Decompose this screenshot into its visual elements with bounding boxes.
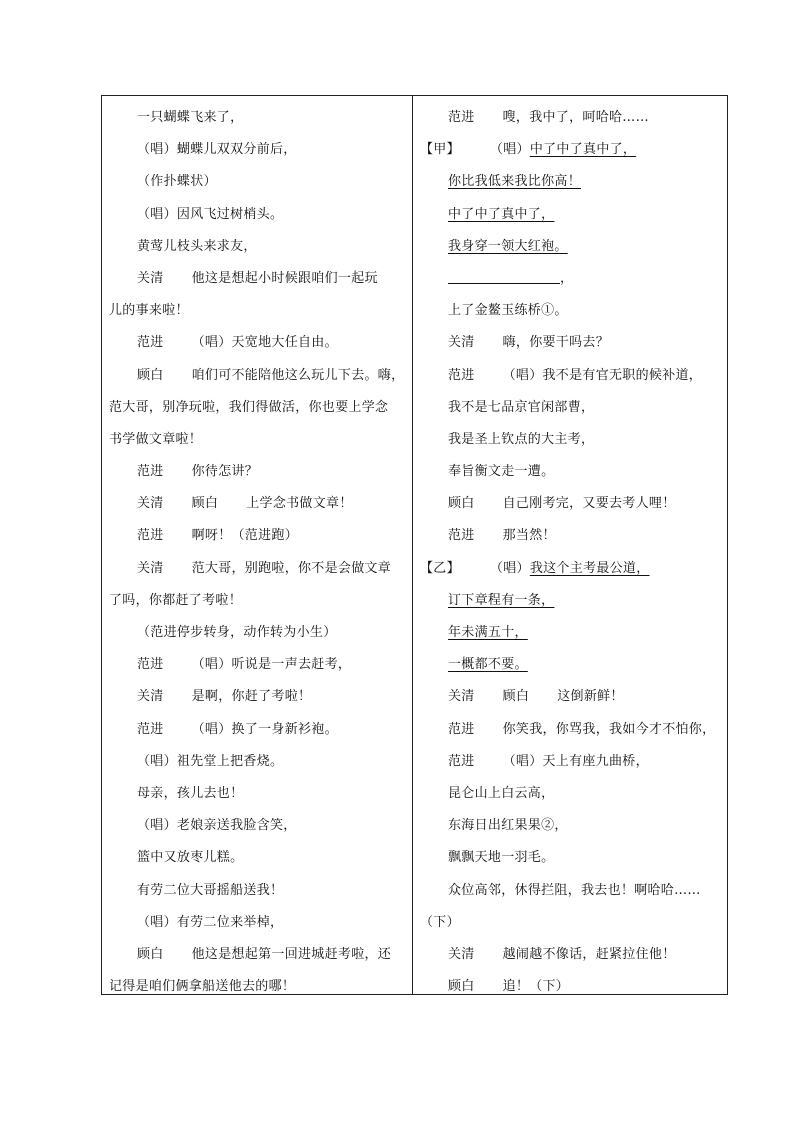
speaker-name: 顾白: [191, 496, 219, 512]
script-line: [420, 102, 722, 134]
line-text: 中了中了真中了，: [448, 206, 555, 222]
line-text: 我不是七品京官闲部曹，: [448, 399, 595, 415]
line-text: 记得是咱们俩拿船送他去的哪！: [109, 979, 296, 995]
script-line: [420, 424, 722, 456]
speaker-name: 关清: [448, 946, 475, 962]
script-line: [109, 778, 406, 810]
line-text: 昆仑山上白云高，: [448, 785, 555, 801]
script-line: [420, 585, 722, 617]
line-text: 我身穿一领大红袍。: [448, 238, 568, 254]
line-text: 你比我低来我比你高！: [448, 174, 582, 190]
script-line: [109, 520, 406, 552]
line-text: （下）: [420, 914, 460, 930]
section-label: 【乙】: [420, 560, 460, 576]
script-line: [109, 263, 406, 295]
line-text: 年未满五十，: [448, 625, 528, 640]
right-column: [420, 102, 722, 1003]
line-text: 飘飘天地一羽毛。: [448, 850, 555, 866]
line-text: 一只蝴蝶飞来了，: [137, 110, 244, 125]
speaker-name: 顾白: [137, 946, 164, 962]
script-line: [420, 907, 722, 939]
script-line: [109, 842, 406, 874]
script-line: [420, 971, 722, 1003]
script-line: [420, 842, 722, 874]
line-text: ，: [560, 270, 574, 286]
speaker-name: 范进: [448, 367, 475, 383]
line-text: （唱）因风飞过树梢头。: [137, 206, 284, 222]
script-line: [420, 456, 722, 488]
speaker-name: 范进: [448, 110, 475, 125]
line-text: （唱）换了一身新衫袍。: [191, 721, 338, 737]
script-line: [420, 231, 722, 263]
script-line: [109, 585, 406, 617]
line-text: 篮中又放枣儿糕。: [137, 850, 244, 866]
script-line: [420, 263, 722, 295]
line-text: 咱们可不能陪他这么玩儿下去。嗨，: [191, 367, 405, 383]
line-text: 了吗，你都赶了考啦！: [109, 592, 243, 608]
line-text: 上学念书做文章！: [246, 496, 353, 512]
speaker-name: 范进: [137, 721, 164, 737]
script-line: [420, 681, 722, 713]
speaker-name: 关清: [137, 689, 164, 705]
column-divider: [412, 95, 413, 995]
speaker-name: 关清: [448, 689, 475, 705]
script-line: [420, 392, 722, 424]
line-text: （范进停步转身，动作转为小生）: [137, 625, 337, 640]
line-text: 有劳二位大哥摇船送我！: [137, 882, 284, 898]
script-line: [420, 875, 722, 907]
script-line: [109, 907, 406, 939]
script-line: [109, 488, 406, 520]
script-line: [109, 875, 406, 907]
script-line: [109, 810, 406, 842]
speaker-name: 顾白: [448, 496, 475, 512]
line-text: 儿的事来啦！: [109, 303, 189, 319]
left-column: [109, 102, 406, 1003]
script-line: [420, 649, 722, 681]
script-line: [109, 295, 406, 327]
line-text: （唱）听说是一声去赶考，: [191, 657, 352, 673]
line-text: 这倒新鲜！: [557, 689, 624, 705]
script-line: [420, 617, 722, 649]
script-line: [109, 649, 406, 681]
script-line: [420, 199, 722, 231]
line-text: 嗖，我中了，呵哈哈……: [502, 110, 649, 125]
speaker-name: 顾白: [137, 367, 164, 383]
script-line: [109, 392, 406, 424]
script-line: [420, 553, 722, 585]
line-text: 越闹越不像话，赶紧拉住他！: [502, 946, 676, 962]
line-text: 他这是想起小时候跟咱们一起玩: [191, 270, 378, 286]
script-line: [109, 971, 406, 1003]
script-line: [420, 520, 722, 552]
line-text: （唱）我不是有官无职的候补道，: [502, 367, 703, 383]
line-text: 上了金鳌玉练桥①。: [448, 303, 568, 319]
script-line: [109, 166, 406, 198]
script-line: [420, 295, 722, 327]
line-text: 他这是想起第一回进城赶考啦，还: [191, 946, 392, 962]
script-line: [109, 360, 406, 392]
line-text: （唱）有劳二位来举棹，: [137, 914, 284, 930]
line-text: 啊呀！（范进跑）: [191, 528, 299, 544]
line-text: 母亲，孩儿去也！: [137, 785, 244, 801]
script-line: [109, 327, 406, 359]
script-line: [109, 199, 406, 231]
script-line: [420, 714, 722, 746]
line-text: 我这个主考最公道，: [529, 560, 650, 576]
line-text: （唱）蝴蝶儿双双分前后，: [137, 142, 297, 158]
line-text: 是啊，你赶了考啦！: [191, 689, 312, 705]
script-line: [420, 360, 722, 392]
line-text: （唱）老娘亲送我脸含笑，: [137, 818, 297, 834]
line-text: （唱）祖先堂上把香烧。: [137, 753, 284, 769]
script-line: [109, 456, 406, 488]
line-text: 追！（下）: [502, 979, 570, 995]
line-text: 中了中了真中了，: [529, 142, 637, 158]
script-line: [109, 714, 406, 746]
script-line: [420, 810, 722, 842]
script-line: [109, 134, 406, 166]
script-line: [109, 231, 406, 263]
line-text: 那当然！: [502, 528, 556, 544]
speaker-name: 范进: [137, 657, 164, 673]
sing-direction: （唱）: [489, 142, 530, 158]
line-text: 东海日出红果果②，: [448, 818, 568, 834]
speaker-name: 关清: [448, 335, 475, 351]
script-line: [420, 746, 722, 778]
speaker-name: 关清: [137, 496, 164, 512]
line-text: 书学做文章啦！: [109, 431, 203, 447]
script-line: [109, 681, 406, 713]
script-line: [420, 939, 722, 971]
script-line: [109, 617, 406, 649]
line-text: （唱）天上有座九曲桥，: [502, 753, 649, 769]
speaker-name: 范进: [137, 335, 164, 351]
line-text: 奉旨衡文走一遭。: [448, 464, 555, 480]
script-line: [109, 424, 406, 456]
fill-in-blank: [448, 265, 560, 284]
speaker-name: 关清: [137, 270, 164, 286]
script-line: [420, 488, 722, 520]
script-line: [109, 102, 406, 134]
line-text: 黄莺儿枝头来求友，: [137, 238, 257, 254]
line-text: 我是圣上钦点的大主考，: [448, 431, 595, 447]
line-text: （唱）天宽地大任自由。: [191, 335, 338, 351]
line-text: （作扑蝶状）: [137, 174, 217, 190]
line-text: 你笑我，你骂我，我如今才不怕你，: [502, 721, 716, 737]
line-text: 一概都不要。: [448, 657, 528, 673]
speaker-name: 范进: [137, 528, 164, 544]
speaker-name: 范进: [448, 753, 475, 769]
script-line: [109, 939, 406, 971]
section-label: 【甲】: [420, 142, 460, 158]
line-text: 自己刚考完，又要去考人哩！: [502, 496, 676, 512]
script-line: [420, 327, 722, 359]
sing-direction: （唱）: [489, 560, 530, 576]
script-line: [109, 746, 406, 778]
script-line: [420, 778, 722, 810]
line-text: 范大哥，别净玩啦，我们得做活，你也要上学念: [109, 399, 389, 415]
speaker-name: 范进: [448, 721, 475, 737]
speaker-name: 关清: [137, 560, 164, 576]
script-line: [109, 553, 406, 585]
line-text: 你待怎讲？: [191, 464, 259, 480]
speaker-name: 范进: [448, 528, 475, 544]
script-line: [420, 134, 722, 166]
line-text: 范大哥，别跑啦，你不是会做文章: [191, 560, 392, 576]
speaker-name: 顾白: [502, 689, 530, 705]
line-text: 众位高邻，休得拦阻，我去也！啊哈哈……: [448, 882, 701, 898]
script-line: [420, 166, 722, 198]
line-text: 订下章程有一条，: [448, 592, 555, 608]
speaker-name: 范进: [137, 464, 164, 480]
speaker-name: 顾白: [448, 979, 475, 995]
line-text: 嗨，你要干吗去？: [502, 335, 610, 351]
